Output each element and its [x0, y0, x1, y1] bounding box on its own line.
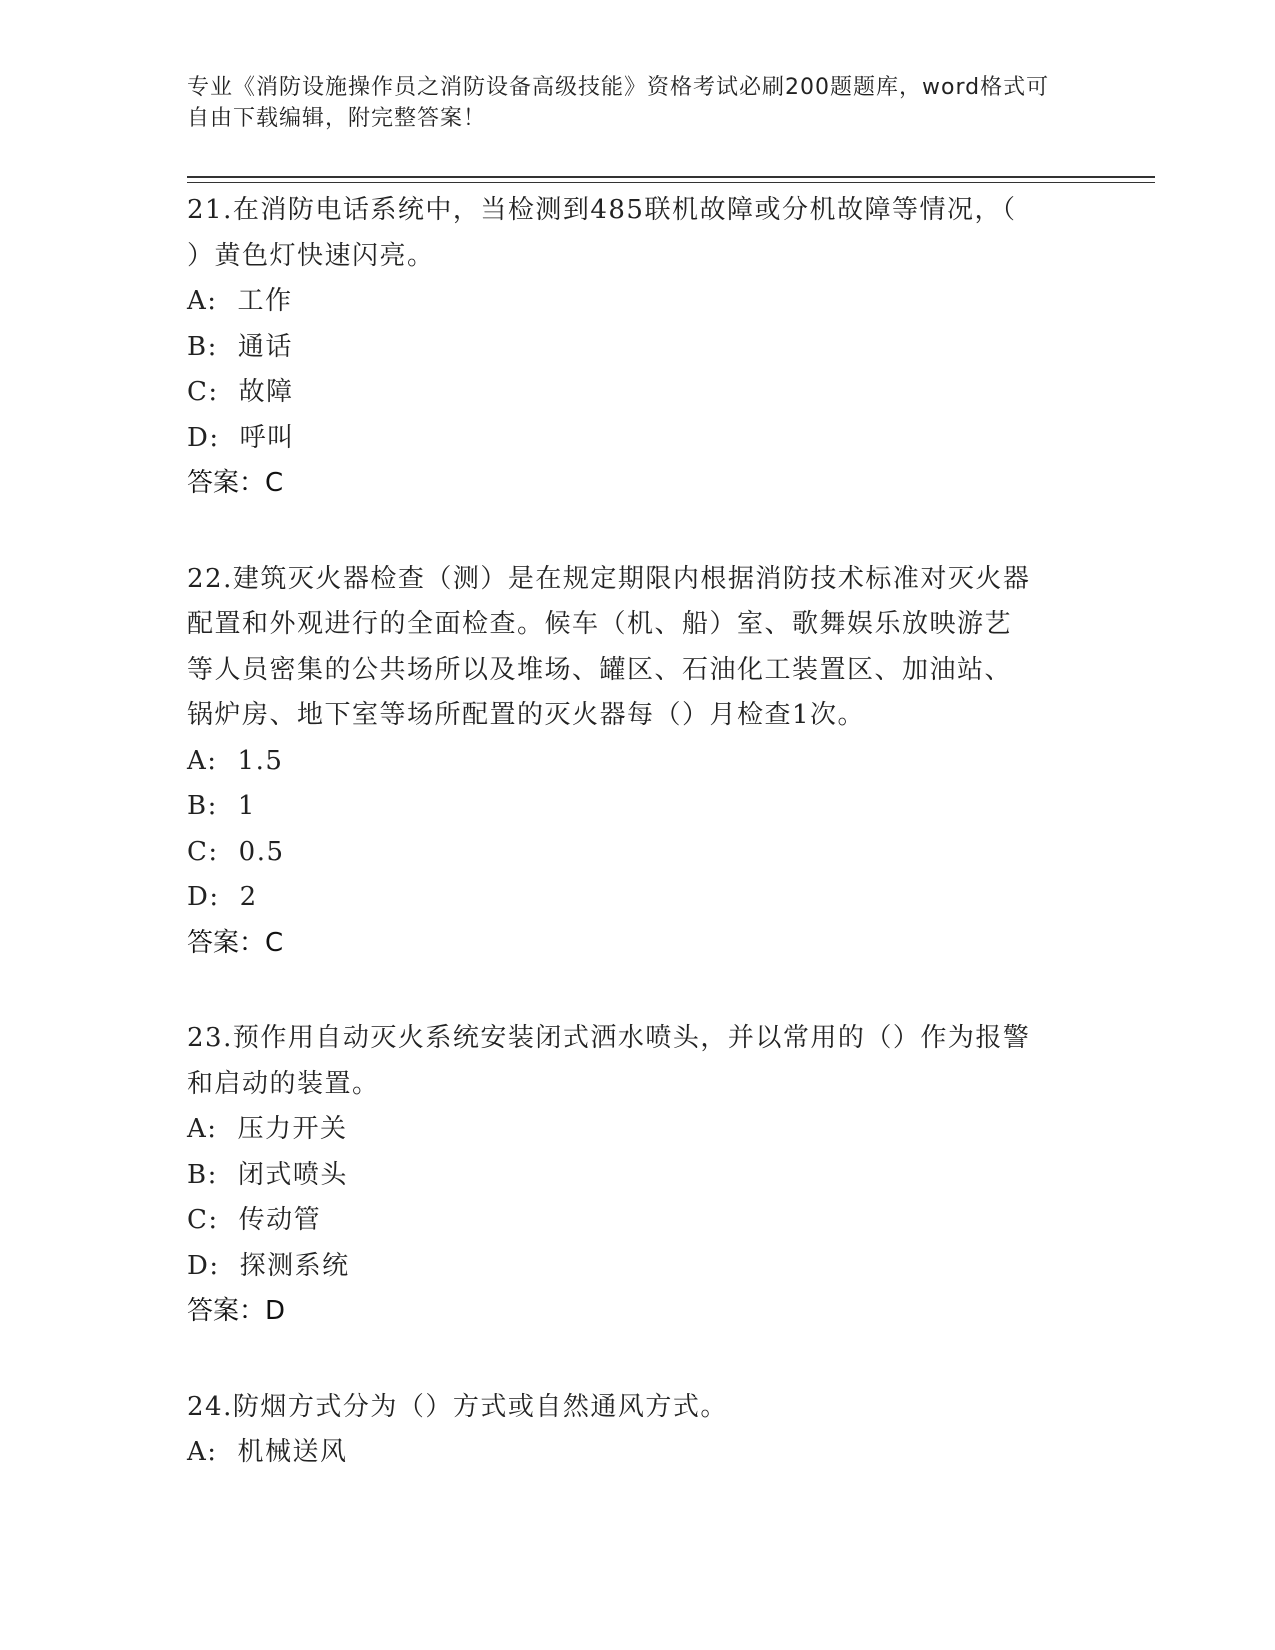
option-spacer	[220, 1244, 240, 1290]
question-stem: 23.预作用自动灭火系统安装闭式洒水喷头，并以常用的（）作为报警 和启动的装置。	[187, 1023, 1031, 1099]
option-key: C:	[187, 1205, 219, 1235]
option-spacer	[218, 1430, 238, 1476]
header-divider-thin	[187, 182, 1155, 183]
question-list	[187, 188, 1087, 1526]
question-item	[187, 1016, 1087, 1335]
option-spacer	[218, 739, 238, 785]
option-key: B:	[187, 791, 218, 821]
option-text: 2	[239, 882, 258, 912]
option-key: A:	[187, 286, 218, 316]
option-spacer	[219, 1198, 239, 1244]
option-spacer	[218, 1107, 238, 1153]
option-key: A:	[187, 745, 218, 776]
question-stem: 22.建筑灭火器检查（测）是在规定期限内根据消防技术标准对灭火器 配置和外观进行的全面检查。候车（机、船）室、歌舞娱乐放映游艺 等人员密集的公共场所以及堆场、罐区、石油化工装置区、加油站、 锅炉房、地下室等场所配置的灭火器每（）月检查1次。	[187, 563, 1031, 730]
option-text: 机械送风	[237, 1437, 348, 1467]
option-key: C:	[187, 836, 219, 867]
option-spacer	[220, 875, 240, 921]
header-divider-thick	[187, 176, 1155, 178]
option-text: 1.5	[237, 745, 284, 776]
answer-option	[187, 1153, 1087, 1199]
question-stem: 21.在消防电话系统中，当检测到485联机故障或分机故障等情况，（ ）黄色灯快速闪亮。	[187, 195, 1017, 271]
answer-option	[187, 325, 1087, 371]
option-spacer	[218, 325, 238, 371]
question-item	[187, 188, 1087, 507]
option-key: D:	[187, 882, 220, 912]
option-text: 闭式喷头	[237, 1159, 348, 1190]
option-text: 工作	[237, 286, 293, 316]
option-text: 1	[237, 791, 256, 821]
option-text: 传动管	[238, 1205, 322, 1235]
option-spacer	[219, 830, 239, 876]
answer-option	[187, 370, 1087, 416]
answer-key: 答案：D	[187, 1296, 286, 1326]
question-stem: 24.防烟方式分为（）方式或自然通风方式。	[187, 1391, 728, 1422]
answer-option	[187, 1198, 1087, 1244]
question-item	[187, 1385, 1087, 1476]
answer-option	[187, 830, 1087, 876]
answer-option	[187, 1430, 1087, 1476]
option-key: B:	[187, 1159, 218, 1190]
answer-key: 答案：C	[187, 468, 284, 498]
option-text: 通话	[237, 331, 293, 362]
answer-option	[187, 784, 1087, 830]
option-spacer	[218, 279, 238, 325]
option-key: B:	[187, 331, 218, 362]
option-text: 呼叫	[239, 422, 295, 453]
option-key: A:	[187, 1114, 218, 1144]
option-key: A:	[187, 1437, 218, 1467]
option-text: 故障	[238, 377, 294, 407]
option-key: D:	[187, 1250, 220, 1281]
question-item	[187, 557, 1087, 967]
answer-option	[187, 416, 1087, 462]
answer-option	[187, 279, 1087, 325]
option-text: 压力开关	[237, 1114, 348, 1144]
answer-key: 答案：C	[187, 927, 284, 958]
answer-option	[187, 1244, 1087, 1290]
option-spacer	[220, 416, 240, 462]
option-text: 探测系统	[239, 1250, 350, 1281]
option-spacer	[218, 1153, 238, 1199]
answer-option	[187, 739, 1087, 785]
option-text: 0.5	[238, 836, 285, 867]
option-spacer	[218, 784, 238, 830]
page-header: 专业《消防设施操作员之消防设备高级技能》资格考试必刷200题题库，word格式可自由下载编辑，附完整答案！	[187, 75, 1050, 131]
answer-option	[187, 1107, 1087, 1153]
option-spacer	[219, 370, 239, 416]
option-key: C:	[187, 377, 219, 407]
answer-option	[187, 875, 1087, 921]
option-key: D:	[187, 422, 220, 453]
